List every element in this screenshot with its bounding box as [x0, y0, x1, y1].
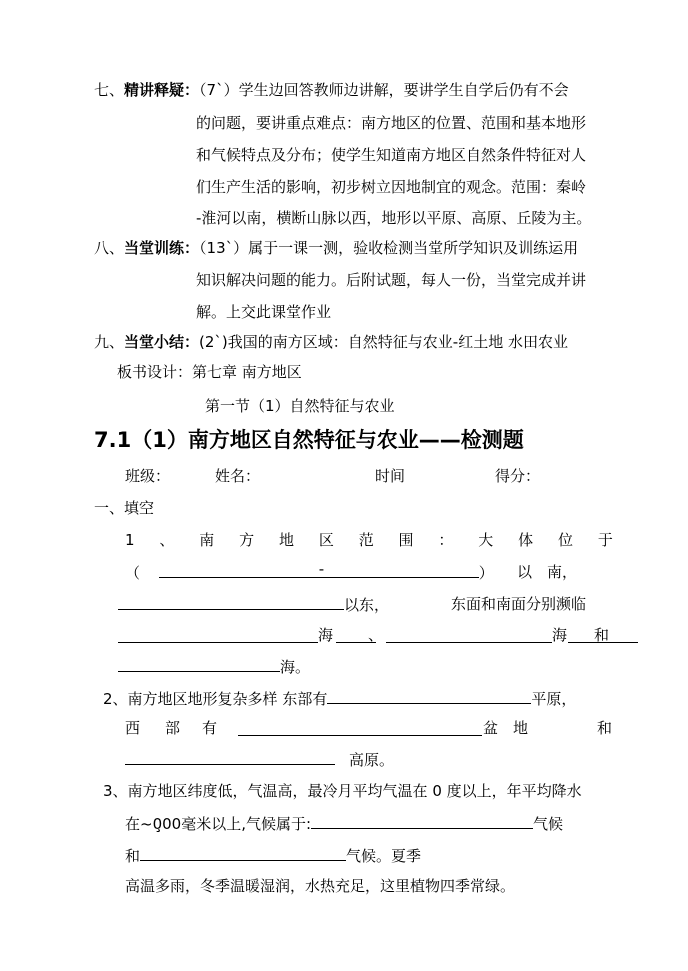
sea-1-text: 海	[318, 626, 334, 644]
section-9-text-1: (2`)我国的南方区域：自然特征与农业-红土地 水田农业	[199, 333, 568, 351]
west-char: 有	[202, 719, 218, 737]
east-text: 以东，	[344, 596, 390, 614]
board-design-line-1: 板书设计：第七章 南方地区	[117, 363, 302, 381]
q3-text-a: 在~0̧̧00毫米以上,气候属于:	[125, 815, 312, 833]
section-7-line-4: 们生产生活的影响，初步树立因地制宜的观念。范围：秦岭	[196, 178, 587, 196]
q1-char: 位	[557, 531, 573, 549]
and-text: 和	[594, 626, 610, 644]
sea-border-text: 东面和南面分别濒临	[451, 595, 587, 613]
west-char: 部	[165, 719, 181, 737]
section-9-number: 九、	[94, 333, 125, 351]
q1-char: ：	[438, 531, 454, 549]
paren-open: （	[125, 564, 141, 582]
q1-char: 范	[358, 531, 374, 549]
plateau-text: 高原。	[349, 751, 395, 769]
q1-char: 区	[318, 531, 334, 549]
q3-text-d: 气候。夏季	[346, 847, 422, 865]
answer-blank-plateau[interactable]	[125, 749, 335, 765]
question-2-line-3	[125, 749, 394, 770]
question-3-line-2	[125, 813, 563, 834]
section-8-heading: 当堂训练：	[124, 239, 200, 257]
section-8-line-2: 知识解决问题的能力。后附试题，每人一份，当堂完成并讲	[196, 271, 587, 289]
section-7-text-1: （7`）学生边回答教师边讲解，要讲学生自学后仍有不会	[199, 81, 569, 99]
south-text: 以 南，	[517, 563, 578, 581]
question-1-line-5	[118, 656, 310, 677]
question-1-line-2	[125, 562, 615, 583]
sea-2-text: 海	[552, 626, 568, 644]
separator: 、	[368, 626, 384, 644]
q2-text-a: 2、南方地区地形复杂多样 东部有	[103, 690, 328, 708]
sea-3-text: 海。	[280, 658, 311, 676]
answer-blank-plain[interactable]	[327, 688, 531, 704]
test-title: 7.1（1）南方地区自然特征与农业——检测题	[94, 428, 524, 452]
section-8-line-3: 解。上交此课堂作业	[196, 303, 332, 321]
range-dash: -	[318, 560, 325, 578]
section-7-line-5: -淮河以南，横断山脉以西，地形以平原、高原、丘陵为主。	[196, 209, 592, 227]
paren-close: ）	[478, 564, 494, 582]
section-8-number: 八、	[94, 239, 125, 257]
section-7-line-2: 的问题，要讲重点难点：南方地区的位置、范围和基本地形	[196, 114, 587, 132]
q2-text-b: 平原，	[531, 690, 577, 708]
score-label: 得分：	[495, 467, 541, 485]
q1-char: 地	[278, 531, 294, 549]
section-7-number: 七、	[94, 81, 125, 99]
section-7-line-3: 和气候特点及分布；使学生知道南方地区自然条件特征对人	[196, 146, 587, 164]
board-design-line-2: 第一节（1）自然特征与农业	[205, 397, 395, 415]
answer-blank-climate-1[interactable]	[311, 813, 533, 829]
and-text: 和	[597, 719, 613, 737]
question-1-line-1	[125, 530, 613, 550]
section-8-line-1	[94, 238, 578, 258]
q1-char: 围	[398, 531, 414, 549]
q1-char: 体	[518, 531, 534, 549]
question-2-line-1	[103, 688, 576, 709]
section-9-line-1	[94, 332, 568, 352]
question-3-line-1: 3、南方地区纬度低，气温高，最冷月平均气温在 0 度以上，年平均降水	[103, 782, 582, 800]
class-label: 班级：	[125, 467, 171, 485]
answer-blank-climate-2[interactable]	[140, 845, 346, 861]
q1-char: 于	[597, 531, 613, 549]
answer-blank-sea-3[interactable]	[118, 656, 280, 672]
answer-blank-east[interactable]	[118, 594, 344, 610]
q1-char: 大	[478, 531, 494, 549]
q3-text-b: 气候	[533, 815, 564, 833]
section-7-line-1	[94, 80, 569, 100]
question-1-line-4	[118, 625, 638, 645]
question-3-line-4: 高温多雨，冬季温暖湿润，水热充足，这里植物四季常绿。	[125, 877, 516, 895]
answer-blank-sea-2[interactable]	[386, 627, 552, 643]
q1-char: 、	[159, 531, 175, 549]
time-label: 时间	[375, 467, 406, 485]
answer-blank-range[interactable]	[159, 562, 479, 578]
q1-char: 南	[199, 531, 215, 549]
question-3-line-3	[125, 845, 421, 866]
section-7-heading: 精讲释疑：	[124, 81, 200, 99]
question-1-line-3	[118, 594, 389, 615]
q3-text-c: 和	[125, 847, 141, 865]
section-8-text-1: （13`）属于一课一测，验收检测当堂所学知识及训练运用	[199, 239, 579, 257]
west-char: 西	[125, 719, 141, 737]
question-2-line-2	[125, 718, 615, 738]
name-label: 姓名：	[215, 467, 261, 485]
part-1-heading: 一、填空	[94, 499, 155, 517]
basin-text: 盆 地	[483, 719, 529, 737]
section-9-heading: 当堂小结：	[124, 333, 200, 351]
q1-char: 1	[125, 531, 135, 549]
q1-char: 方	[239, 531, 255, 549]
answer-blank-sea-1[interactable]	[118, 627, 318, 643]
answer-blank-basin[interactable]	[238, 720, 482, 736]
